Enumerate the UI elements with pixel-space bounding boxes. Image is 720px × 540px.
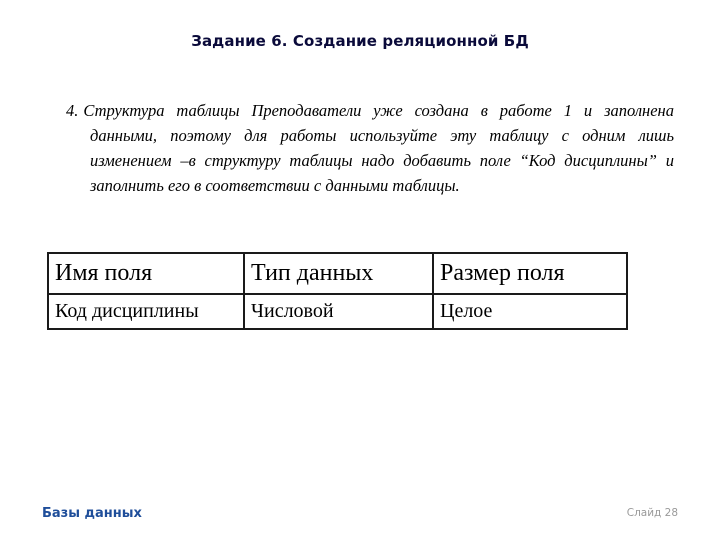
- table-header-row: [48, 253, 627, 294]
- table-row: [48, 294, 627, 329]
- header-data-type: Тип данных: [244, 253, 433, 294]
- cell-data-type: Числовой: [244, 294, 433, 329]
- task-paragraph: [66, 98, 674, 198]
- slide-title: Задание 6. Создание реляционной БД: [191, 32, 529, 50]
- task-text: Структура таблицы Преподаватели уже создана в работе 1 и заполнена данными, поэтому для работы используйте эту таблицу с одним лишь изменением –в структуру таблицы надо добавить поле “Код дисциплины” и заполнить его в соответствии с данными таблицы.: [83, 101, 674, 195]
- cell-field-name: Код дисциплины: [48, 294, 244, 329]
- header-field-name: Имя поля: [48, 253, 244, 294]
- footer-course-title: Базы данных: [42, 506, 142, 521]
- fields-table: [47, 252, 628, 330]
- header-field-size: Размер поля: [433, 253, 627, 294]
- footer-slide-number: Слайд 28: [626, 507, 678, 519]
- task-number: 4.: [66, 101, 79, 120]
- cell-field-size: Целое: [433, 294, 627, 329]
